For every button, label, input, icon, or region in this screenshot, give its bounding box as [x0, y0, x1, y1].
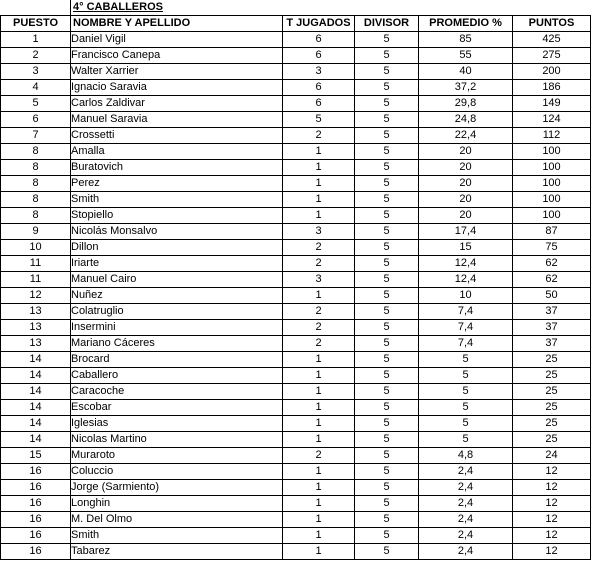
cell-puntos: 12: [513, 544, 591, 560]
cell-puesto: 16: [1, 544, 71, 560]
cell-divisor: 5: [355, 128, 419, 144]
cell-puesto: 5: [1, 96, 71, 112]
cell-jugados: 2: [283, 448, 355, 464]
cell-promedio: 20: [419, 192, 513, 208]
cell-divisor: 5: [355, 544, 419, 560]
cell-jugados: 3: [283, 64, 355, 80]
cell-puntos: 37: [513, 336, 591, 352]
cell-jugados: 1: [283, 160, 355, 176]
cell-puntos: 12: [513, 480, 591, 496]
cell-jugados: 1: [283, 544, 355, 560]
cell-puntos: 12: [513, 496, 591, 512]
cell-promedio: 2,4: [419, 544, 513, 560]
cell-divisor: 5: [355, 448, 419, 464]
cell-divisor: 5: [355, 320, 419, 336]
cell-puesto: 4: [1, 80, 71, 96]
cell-divisor: 5: [355, 496, 419, 512]
cell-puesto: 14: [1, 432, 71, 448]
ranking-table-body: [1, 0, 591, 560]
cell-promedio: 24,8: [419, 112, 513, 128]
cell-puntos: 275: [513, 48, 591, 64]
table-row: [1, 496, 591, 512]
cell-divisor: 5: [355, 288, 419, 304]
cell-puntos: 62: [513, 272, 591, 288]
cell-puntos: 25: [513, 432, 591, 448]
cell-nombre: Brocard: [71, 352, 283, 368]
cell-divisor: 5: [355, 512, 419, 528]
cell-divisor: 5: [355, 400, 419, 416]
cell-jugados: 6: [283, 48, 355, 64]
table-row: [1, 112, 591, 128]
table-row: [1, 352, 591, 368]
table-row: [1, 400, 591, 416]
header-divisor: DIVISOR: [355, 16, 419, 32]
cell-nombre: Mariano Cáceres: [71, 336, 283, 352]
cell-puesto: 16: [1, 496, 71, 512]
cell-promedio: 2,4: [419, 496, 513, 512]
cell-nombre: Walter Xarrier: [71, 64, 283, 80]
cell-puntos: 149: [513, 96, 591, 112]
cell-puntos: 25: [513, 352, 591, 368]
cell-promedio: 20: [419, 160, 513, 176]
cell-puntos: 37: [513, 304, 591, 320]
cell-promedio: 2,4: [419, 512, 513, 528]
cell-divisor: 5: [355, 368, 419, 384]
cell-promedio: 5: [419, 384, 513, 400]
cell-puntos: 425: [513, 32, 591, 48]
table-row: [1, 448, 591, 464]
cell-puesto: 6: [1, 112, 71, 128]
cell-puntos: 12: [513, 528, 591, 544]
cell-nombre: Amalla: [71, 144, 283, 160]
cell-promedio: 2,4: [419, 528, 513, 544]
cell-puesto: 13: [1, 304, 71, 320]
cell-promedio: 37,2: [419, 80, 513, 96]
cell-nombre: Nicolás Monsalvo: [71, 224, 283, 240]
cell-nombre: Jorge (Sarmiento): [71, 480, 283, 496]
table-row: [1, 96, 591, 112]
cell-puntos: 24: [513, 448, 591, 464]
cell-puntos: 25: [513, 400, 591, 416]
table-row: [1, 368, 591, 384]
cell-jugados: 1: [283, 512, 355, 528]
cell-jugados: 1: [283, 352, 355, 368]
cell-puesto: 16: [1, 528, 71, 544]
cell-puntos: 124: [513, 112, 591, 128]
cell-jugados: 1: [283, 400, 355, 416]
table-row: [1, 160, 591, 176]
cell-puesto: 10: [1, 240, 71, 256]
cell-puntos: 25: [513, 368, 591, 384]
cell-promedio: 22,4: [419, 128, 513, 144]
cell-nombre: Escobar: [71, 400, 283, 416]
cell-promedio: 7,4: [419, 320, 513, 336]
cell-nombre: Carlos Zaldivar: [71, 96, 283, 112]
cell-promedio: 17,4: [419, 224, 513, 240]
cell-puesto: 13: [1, 320, 71, 336]
cell-puesto: 16: [1, 480, 71, 496]
cell-puesto: 14: [1, 352, 71, 368]
cell-divisor: 5: [355, 352, 419, 368]
cell-promedio: 5: [419, 368, 513, 384]
header-row: [1, 16, 591, 32]
table-row: [1, 128, 591, 144]
cell-nombre: Caballero: [71, 368, 283, 384]
cell-jugados: 6: [283, 96, 355, 112]
cell-nombre: Nicolas Martino: [71, 432, 283, 448]
cell-puesto: 8: [1, 144, 71, 160]
cell-puntos: 25: [513, 384, 591, 400]
header-puesto: PUESTO: [1, 16, 71, 32]
cell-promedio: 10: [419, 288, 513, 304]
table-row: [1, 544, 591, 560]
table-row: [1, 384, 591, 400]
cell-puesto: 12: [1, 288, 71, 304]
cell-divisor: 5: [355, 240, 419, 256]
cell-jugados: 2: [283, 304, 355, 320]
cell-divisor: 5: [355, 192, 419, 208]
cell-nombre: Nuñez: [71, 288, 283, 304]
cell-nombre: Manuel Saravia: [71, 112, 283, 128]
cell-nombre: M. Del Olmo: [71, 512, 283, 528]
cell-puesto: 3: [1, 64, 71, 80]
cell-divisor: 5: [355, 304, 419, 320]
table-row: [1, 48, 591, 64]
table-row: [1, 528, 591, 544]
cell-puntos: 100: [513, 208, 591, 224]
table-row: [1, 256, 591, 272]
cell-puesto: 8: [1, 160, 71, 176]
cell-puesto: 11: [1, 272, 71, 288]
cell-promedio: 20: [419, 208, 513, 224]
cell-jugados: 1: [283, 464, 355, 480]
cell-puntos: 50: [513, 288, 591, 304]
table-row: [1, 304, 591, 320]
cell-puesto: 2: [1, 48, 71, 64]
cell-jugados: 6: [283, 32, 355, 48]
cell-promedio: 7,4: [419, 304, 513, 320]
cell-jugados: 3: [283, 272, 355, 288]
table-row: [1, 240, 591, 256]
header-puntos: PUNTOS: [513, 16, 591, 32]
cell-puntos: 100: [513, 176, 591, 192]
cell-promedio: 29,8: [419, 96, 513, 112]
cell-jugados: 1: [283, 288, 355, 304]
cell-jugados: 1: [283, 208, 355, 224]
cell-nombre: Daniel Vigil: [71, 32, 283, 48]
cell-promedio: 4,8: [419, 448, 513, 464]
cell-jugados: 1: [283, 176, 355, 192]
cell-nombre: Francisco Canepa: [71, 48, 283, 64]
table-row: [1, 208, 591, 224]
cell-divisor: 5: [355, 160, 419, 176]
cell-nombre: Insermini: [71, 320, 283, 336]
cell-promedio: 2,4: [419, 480, 513, 496]
cell-nombre: Longhin: [71, 496, 283, 512]
cell-jugados: 2: [283, 240, 355, 256]
table-row: [1, 144, 591, 160]
cell-divisor: 5: [355, 336, 419, 352]
cell-nombre: Iglesias: [71, 416, 283, 432]
cell-jugados: 1: [283, 368, 355, 384]
cell-promedio: 5: [419, 352, 513, 368]
cell-promedio: 55: [419, 48, 513, 64]
cell-promedio: 12,4: [419, 256, 513, 272]
cell-nombre: Dillon: [71, 240, 283, 256]
cell-divisor: 5: [355, 272, 419, 288]
cell-nombre: Muraroto: [71, 448, 283, 464]
cell-puntos: 12: [513, 512, 591, 528]
cell-divisor: 5: [355, 208, 419, 224]
table-row: [1, 336, 591, 352]
cell-jugados: 1: [283, 384, 355, 400]
cell-promedio: 40: [419, 64, 513, 80]
title-spacer: [1, 0, 71, 16]
cell-divisor: 5: [355, 96, 419, 112]
table-row: [1, 176, 591, 192]
cell-jugados: 1: [283, 496, 355, 512]
header-nombre: NOMBRE Y APELLIDO: [71, 16, 283, 32]
cell-puesto: 14: [1, 416, 71, 432]
cell-nombre: Crossetti: [71, 128, 283, 144]
cell-promedio: 20: [419, 144, 513, 160]
cell-puesto: 8: [1, 176, 71, 192]
cell-nombre: Smith: [71, 192, 283, 208]
cell-jugados: 3: [283, 224, 355, 240]
cell-jugados: 1: [283, 144, 355, 160]
cell-puesto: 14: [1, 400, 71, 416]
cell-jugados: 5: [283, 112, 355, 128]
cell-puesto: 15: [1, 448, 71, 464]
cell-nombre: Coluccio: [71, 464, 283, 480]
cell-promedio: 5: [419, 432, 513, 448]
cell-promedio: 20: [419, 176, 513, 192]
cell-promedio: 12,4: [419, 272, 513, 288]
cell-puntos: 100: [513, 160, 591, 176]
cell-promedio: 5: [419, 400, 513, 416]
cell-nombre: Ignacio Saravia: [71, 80, 283, 96]
cell-divisor: 5: [355, 112, 419, 128]
cell-puntos: 87: [513, 224, 591, 240]
cell-nombre: Buratovich: [71, 160, 283, 176]
cell-divisor: 5: [355, 80, 419, 96]
cell-puntos: 100: [513, 192, 591, 208]
header-jugados: T JUGADOS: [283, 16, 355, 32]
cell-divisor: 5: [355, 464, 419, 480]
cell-puntos: 200: [513, 64, 591, 80]
table-row: [1, 32, 591, 48]
cell-puesto: 11: [1, 256, 71, 272]
cell-jugados: 6: [283, 80, 355, 96]
title-filler: [283, 0, 591, 16]
cell-nombre: Caracoche: [71, 384, 283, 400]
table-row: [1, 288, 591, 304]
cell-puntos: 62: [513, 256, 591, 272]
cell-puesto: 9: [1, 224, 71, 240]
cell-puntos: 37: [513, 320, 591, 336]
cell-divisor: 5: [355, 384, 419, 400]
cell-jugados: 1: [283, 480, 355, 496]
cell-nombre: Colatruglio: [71, 304, 283, 320]
table-row: [1, 272, 591, 288]
table-row: [1, 224, 591, 240]
cell-divisor: 5: [355, 432, 419, 448]
cell-nombre: Smith: [71, 528, 283, 544]
cell-promedio: 7,4: [419, 336, 513, 352]
cell-divisor: 5: [355, 64, 419, 80]
cell-puntos: 186: [513, 80, 591, 96]
cell-divisor: 5: [355, 176, 419, 192]
cell-divisor: 5: [355, 48, 419, 64]
table-row: [1, 432, 591, 448]
cell-jugados: 2: [283, 128, 355, 144]
header-promedio: PROMEDIO %: [419, 16, 513, 32]
table-row: [1, 480, 591, 496]
cell-nombre: Tabarez: [71, 544, 283, 560]
cell-puesto: 14: [1, 384, 71, 400]
cell-nombre: Stopiello: [71, 208, 283, 224]
table-row: [1, 192, 591, 208]
category-title: 4° CABALLEROS: [71, 0, 283, 16]
cell-puntos: 75: [513, 240, 591, 256]
cell-puntos: 25: [513, 416, 591, 432]
table-row: [1, 416, 591, 432]
cell-divisor: 5: [355, 144, 419, 160]
table-row: [1, 464, 591, 480]
table-row: [1, 320, 591, 336]
cell-promedio: 5: [419, 416, 513, 432]
cell-puesto: 14: [1, 368, 71, 384]
cell-puesto: 1: [1, 32, 71, 48]
title-row: [1, 0, 591, 16]
cell-nombre: Iriarte: [71, 256, 283, 272]
cell-puesto: 8: [1, 192, 71, 208]
cell-divisor: 5: [355, 416, 419, 432]
cell-promedio: 15: [419, 240, 513, 256]
cell-divisor: 5: [355, 256, 419, 272]
table-row: [1, 512, 591, 528]
cell-divisor: 5: [355, 32, 419, 48]
table-row: [1, 64, 591, 80]
cell-nombre: Manuel Cairo: [71, 272, 283, 288]
cell-puntos: 112: [513, 128, 591, 144]
cell-puesto: 8: [1, 208, 71, 224]
cell-nombre: Perez: [71, 176, 283, 192]
cell-jugados: 2: [283, 336, 355, 352]
cell-puesto: 16: [1, 512, 71, 528]
cell-jugados: 1: [283, 432, 355, 448]
cell-jugados: 2: [283, 256, 355, 272]
cell-jugados: 1: [283, 528, 355, 544]
cell-jugados: 1: [283, 416, 355, 432]
cell-puesto: 16: [1, 464, 71, 480]
cell-puesto: 7: [1, 128, 71, 144]
cell-puntos: 12: [513, 464, 591, 480]
cell-divisor: 5: [355, 528, 419, 544]
cell-divisor: 5: [355, 480, 419, 496]
cell-puntos: 100: [513, 144, 591, 160]
cell-jugados: 2: [283, 320, 355, 336]
cell-promedio: 2,4: [419, 464, 513, 480]
cell-puesto: 13: [1, 336, 71, 352]
cell-divisor: 5: [355, 224, 419, 240]
cell-promedio: 85: [419, 32, 513, 48]
table-row: [1, 80, 591, 96]
cell-jugados: 1: [283, 192, 355, 208]
